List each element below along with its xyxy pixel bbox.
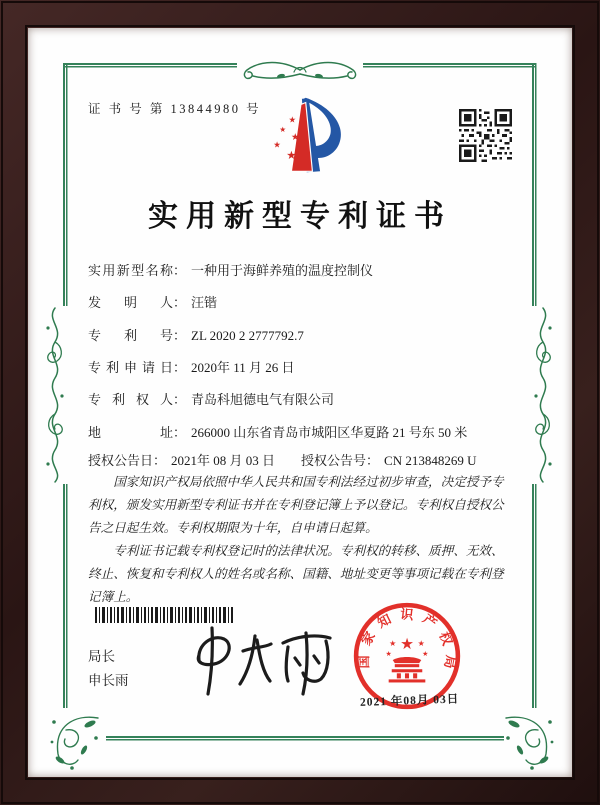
border-left-lower-segment xyxy=(63,484,68,708)
colon: ： xyxy=(366,453,380,468)
colon: ： xyxy=(173,392,187,407)
field-label: 发明人 xyxy=(88,295,173,310)
legal-paragraph-1: 国家知识产权局依照中华人民共和国专利法经过初步审查，决定授予专利权，颁发实用新型专利证书并在专利登记簿上予以登记。专利权自授权公告之日起生效。专利权期限为十年，自申请日起算。 xyxy=(88,475,504,535)
svg-text:★: ★ xyxy=(385,650,392,658)
floral-corner-bottom-left-icon xyxy=(46,710,106,772)
field-label: 专利申请日 xyxy=(88,360,173,375)
border-top-left-segment xyxy=(65,63,237,68)
field-row-name xyxy=(88,260,373,279)
field-label: 地址 xyxy=(88,425,173,440)
grant-no-label: 授权公告号 xyxy=(301,453,367,468)
signoff-block xyxy=(88,645,129,693)
svg-text:★: ★ xyxy=(286,149,297,162)
border-right-lower-segment xyxy=(532,484,537,708)
colon: ： xyxy=(173,295,187,310)
svg-text:★: ★ xyxy=(290,131,300,143)
national-emblem-icon xyxy=(385,636,428,683)
certificate-number: 证 书 号 第 13844980 号 xyxy=(88,102,262,116)
flourish-left-side-icon xyxy=(40,306,70,484)
svg-text:★: ★ xyxy=(389,638,397,648)
svg-text:★: ★ xyxy=(417,638,425,648)
field-value: 2020年 11 月 26 日 xyxy=(191,360,295,375)
seal-text: 国家知识产权局 xyxy=(356,606,459,678)
field-row-filing-date xyxy=(88,357,295,376)
svg-text:★: ★ xyxy=(288,114,297,125)
director-title: 局长 xyxy=(88,649,115,664)
field-row-inventor xyxy=(88,292,217,311)
colon: ： xyxy=(173,425,187,440)
floral-corner-bottom-right-icon xyxy=(498,710,558,772)
colon: ： xyxy=(173,360,187,375)
field-value: 青岛科旭德电气有限公司 xyxy=(191,392,335,407)
flourish-top-center-icon xyxy=(237,50,363,88)
flourish-right-side-icon xyxy=(528,306,558,484)
colon: ： xyxy=(153,453,167,468)
grant-date-label: 授权公告日 xyxy=(88,453,154,468)
field-row-address xyxy=(88,422,467,441)
field-label: 专利号 xyxy=(88,328,173,343)
svg-text:★: ★ xyxy=(400,635,414,653)
qr-code xyxy=(459,109,512,162)
border-bottom-segment xyxy=(106,736,504,741)
border-left-upper-segment xyxy=(63,63,68,306)
border-top-right-segment xyxy=(363,63,535,68)
field-label: 实用新型名称 xyxy=(88,263,173,278)
svg-text:★: ★ xyxy=(279,125,287,135)
field-value: 汪锴 xyxy=(191,295,218,310)
field-row-patent-no xyxy=(88,325,304,344)
field-value: ZL 2020 2 2777792.7 xyxy=(191,328,304,343)
field-row-grant xyxy=(88,450,518,469)
cnipa-logo-icon xyxy=(252,92,348,178)
colon: ： xyxy=(173,328,187,343)
legal-paragraph-2: 专利证书记载专利权登记时的法律状况。专利权的转移、质押、无效、终止、恢复和专利权人的姓名或名称、国籍、地址变更等事项记载在专利登记簿上。 xyxy=(88,544,504,604)
legal-text xyxy=(88,471,514,609)
svg-text:★: ★ xyxy=(273,139,281,150)
seal-date: 2021 年08月 03日 xyxy=(359,693,460,709)
grant-no-pair xyxy=(301,450,476,469)
field-row-patentee xyxy=(88,389,334,408)
colon: ： xyxy=(173,263,187,278)
field-value: 一种用于海鲜养殖的温度控制仪 xyxy=(191,263,374,278)
svg-text:★: ★ xyxy=(422,650,429,658)
director-signature xyxy=(183,620,338,708)
field-value: 266000 山东省青岛市城阳区华夏路 21 号东 50 米 xyxy=(191,425,468,440)
grant-no-value: CN 213848269 U xyxy=(384,453,477,468)
director-name: 申长雨 xyxy=(88,673,129,688)
certificate-title: 实用新型专利证书 xyxy=(148,200,452,233)
field-label: 专利权人 xyxy=(88,392,173,407)
border-right-upper-segment xyxy=(532,63,537,306)
grant-date-value: 2021年 08 月 03 日 xyxy=(171,453,276,468)
